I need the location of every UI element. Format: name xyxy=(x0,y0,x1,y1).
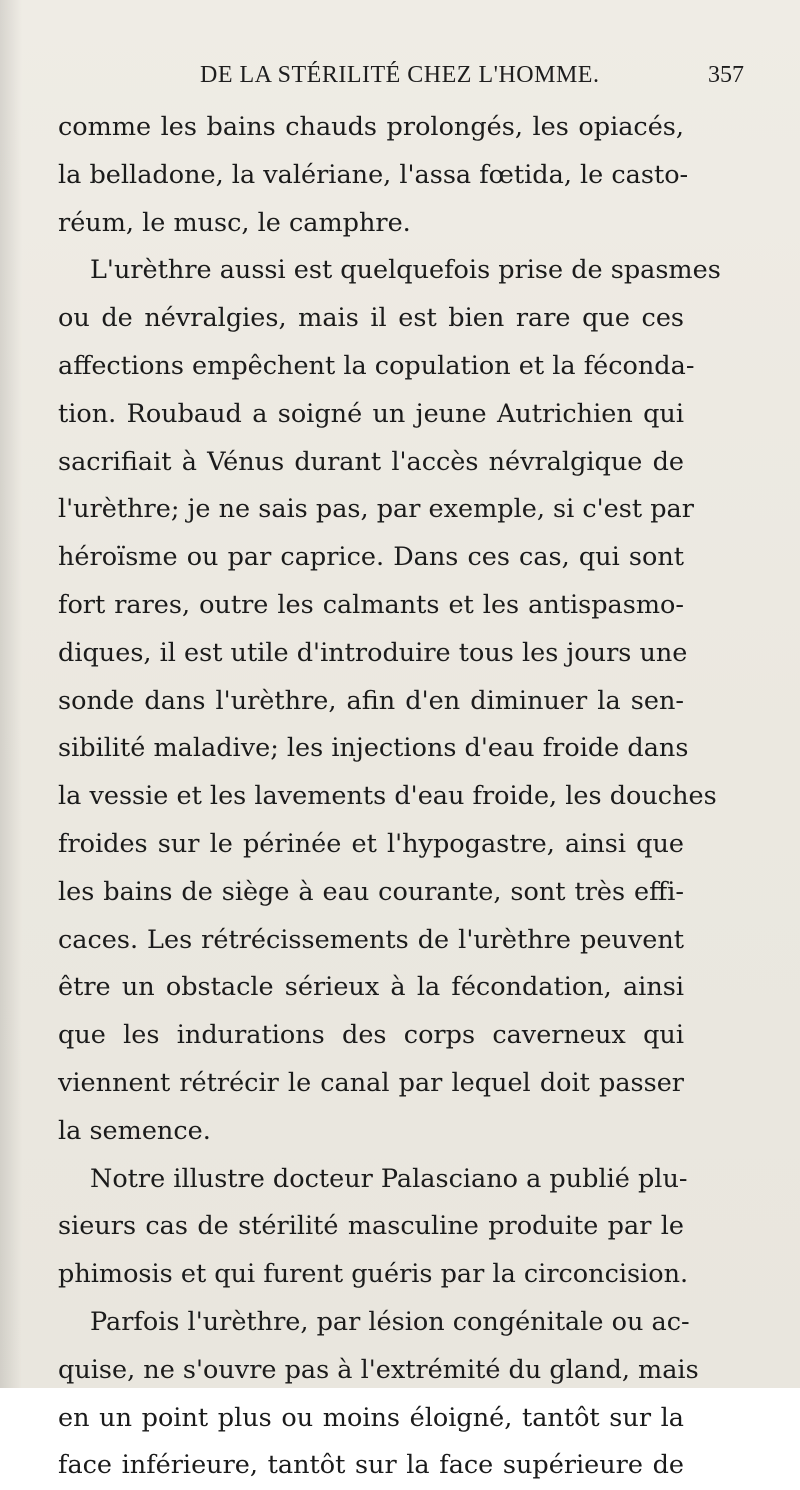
text-line: quise, ne s'ouvre pas à l'extrémité du gland, mais xyxy=(58,1354,699,1385)
text-line: que les indurations des corps caverneux qui xyxy=(58,1020,684,1051)
text-line: tion. Roubaud a soigné un jeune Autrichien qui xyxy=(58,398,684,429)
text-line: réum, le musc, le camphre. xyxy=(58,207,411,238)
text-line: ou de névralgies, mais il est bien rare que ces xyxy=(58,303,684,334)
running-title: DE LA STÉRILITÉ CHEZ L'HOMME. xyxy=(200,62,600,88)
text-line: l'urèthre; je ne sais pas, par exemple, si c'est par xyxy=(58,494,694,525)
text-line: en un point plus ou moins éloigné, tantôt sur la xyxy=(58,1402,684,1433)
text-line: sibilité maladive; les injections d'eau froide dans xyxy=(58,733,689,764)
text-line: la semence. xyxy=(58,1115,211,1146)
text-line: L'urèthre aussi est quelquefois prise de spasmes xyxy=(90,255,721,286)
text-line: froides sur le périnée et l'hypogastre, ainsi que xyxy=(58,828,684,859)
text-line: les bains de siège à eau courante, sont très effi- xyxy=(58,876,684,907)
text-line: affections empêchent la copulation et la féconda- xyxy=(58,350,695,381)
text-line: sacrifiait à Vénus durant l'accès névralgique de xyxy=(58,446,684,477)
text-line: sonde dans l'urèthre, afin d'en diminuer la sen- xyxy=(58,685,684,716)
text-line: héroïsme ou par caprice. Dans ces cas, qui sont xyxy=(58,542,684,573)
text-line: la belladone, la valériane, l'assa fœtida, le casto- xyxy=(58,159,689,190)
running-head xyxy=(60,56,744,96)
text-line: caces. Les rétrécissements de l'urèthre peuvent xyxy=(58,924,684,955)
text-line: comme les bains chauds prolongés, les opiacés, xyxy=(58,112,684,142)
page-number: 357 xyxy=(708,62,744,88)
text-line: face inférieure, tantôt sur la face supérieure de xyxy=(58,1450,684,1481)
text-line: phimosis et qui furent guéris par la circoncision. xyxy=(58,1259,689,1290)
text-line: sieurs cas de stérilité masculine produite par le xyxy=(58,1211,684,1242)
body-text xyxy=(58,104,721,1490)
text-line: diques, il est utile d'introduire tous les jours une xyxy=(58,637,688,668)
text-line: être un obstacle sérieux à la fécondation, ainsi xyxy=(58,972,684,1003)
text-line: viennent rétrécir le canal par lequel doit passer xyxy=(58,1067,684,1098)
text-line: la vessie et les lavements d'eau froide, les douches xyxy=(58,781,717,812)
text-line: Parfois l'urèthre, par lésion congénitale ou ac- xyxy=(90,1306,690,1337)
text-line: Notre illustre docteur Palasciano a publié plu- xyxy=(90,1163,688,1194)
text-line: fort rares, outre les calmants et les antispasmo- xyxy=(58,589,684,620)
